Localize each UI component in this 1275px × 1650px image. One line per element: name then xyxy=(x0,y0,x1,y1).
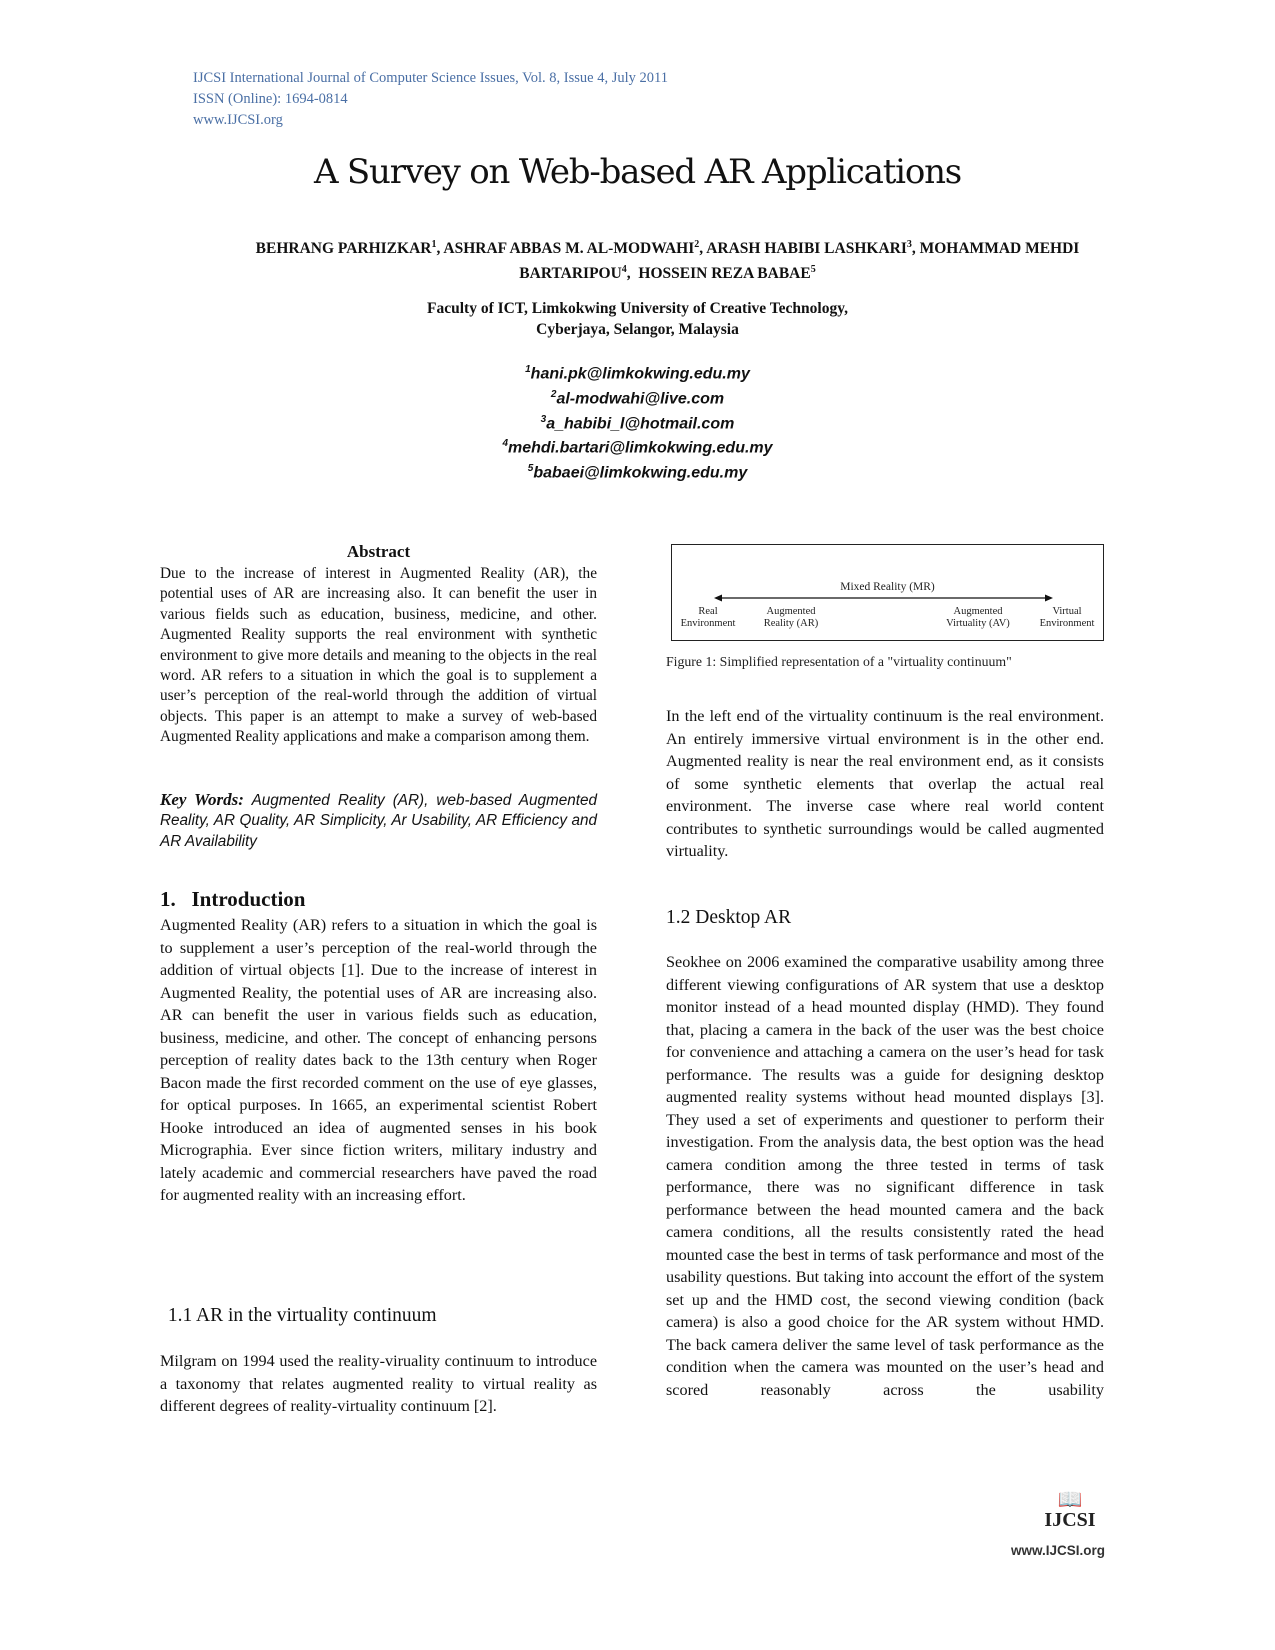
email-list xyxy=(0,360,1275,484)
author: ASHRAF ABBAS M. AL-MODWAHI$^2$ xyxy=(443,239,700,258)
figure-label-augmented-virtuality: Augmented Virtuality (AV) xyxy=(946,606,1010,629)
author: ARASH HABIBI LASHKARI$^3$ xyxy=(706,239,912,258)
author: MOHAMMAD MEHDI BARTARIPOU$^4$ xyxy=(519,240,1080,283)
section-heading-introduction: 1. Introduction xyxy=(160,887,306,911)
journal-name: IJCSI International Journal of Computer Science Issues, Vol. 8, Issue 4, July 2011 xyxy=(193,70,668,86)
abstract-text: Due to the increase of interest in Augmented Reality (AR), the potential uses of AR are increasing also. It can benefit the user in various fields such as education, business, medicine, and other. Augmented Reality supports the real environment with synthetic environment to give more details and meaning to the objects in the real word. AR refers to a situation in which the goal is to supplement a user’s perception of the real-world through the addition of virtual objects. This paper is an attempt to make a survey of web-based Augmented Reality applications and make a comparison among them. xyxy=(160,565,597,746)
figure-caption: Figure 1: Simplified representation of a "virtuality continuum" xyxy=(666,654,1012,669)
journal-issn: ISSN (Online): 1694-0814 xyxy=(193,91,348,107)
email: $^2$al-modwahi@live.com xyxy=(550,388,725,408)
journal-header xyxy=(193,68,668,131)
author: HOSSEIN REZA BABAE$^5$ xyxy=(638,264,816,283)
keywords xyxy=(160,790,597,852)
section-heading-virtuality: 1.1 AR in the virtuality continuum xyxy=(163,1305,437,1326)
virtuality-continued-text: In the left end of the virtuality continuum is the real environment. An entirely immersive virtual environment is in the other end. Augmented reality is near the real environment end, as it consists of some synthetic elements that overlap the actual real environment. The inverse case where real world content contributes to synthetic surroundings would be called augmented virtuality. xyxy=(666,707,1104,860)
figure-arrow-label: Mixed Reality (MR) xyxy=(840,581,935,593)
author: BEHRANG PARHIZKAR$^1$ xyxy=(255,239,437,258)
section-heading-desktop-ar: 1.2 Desktop AR xyxy=(666,907,792,928)
email: $^4$mehdi.bartari@limkokwing.edu.my xyxy=(502,438,773,457)
paper-title: A Survey on Web-based AR Applications xyxy=(313,152,962,192)
email: $^1$hani.pk@limkokwing.edu.my xyxy=(525,364,750,383)
desktop-ar-text: Seokhee on 2006 examined the comparative usability among three different viewing configurations of AR system that use a desktop monitor instead of a head mounted display (HMD). They found that, placing a camera in the back of the user was the best choice for convenience and attaching a camera on the user’s head for task performance. The results was a guide for designing desktop augmented reality systems without head mounted displays [3]. They used a set of experiments and questioner to perform their investigation. From the analysis data, the best option was the head camera condition among the three tested in terms of task performance, there was no significant difference in task performance between the head mounted camera and the back camera conditions, all the results consistently rated the head mounted case the best in terms of task performance and most of the usability questions. But taking into account the effort of the system set up and the HMD cost, the second viewing condition (back camera) is also a good choice for the AR system without HMD. The back camera deliver the same level of task performance as the condition when the camera was mounted on the user’s head and scored reasonably across the usability xyxy=(666,953,1104,1399)
email: $^5$babaei@limkokwing.edu.my xyxy=(527,463,748,482)
keywords-text: Augmented Reality (AR), web-based Augmented Reality, AR Quality, AR Simplicity, Ar Usability, AR Efficiency and AR Availability xyxy=(160,792,597,850)
logo-text: IJCSI xyxy=(1044,1509,1096,1531)
figure-label-real-environment: Real Environment xyxy=(680,606,736,629)
keywords-label: Key Words: xyxy=(160,790,244,809)
introduction-text: Augmented Reality (AR) refers to a situation in which the goal is to supplement a user’s perception of the real-world through the addition of virtual objects [1]. Due to the increase of interest in Augmented Reality, the potential uses of AR are increasing also. AR can benefit the user in various fields such as education, business, medicine, and other. The concept of enhancing persons perception of reality dates back to the 13th century when Roger Bacon made the first recorded comment on the use of eye glasses, for optical purposes. In 1665, an experimental scientist Robert Hooke introduced an idea of augmented senses in his book Micrographia. Ever since fiction writers, military industry and lately academic and commercial researchers have paved the road for augmented reality with an increasing effort. xyxy=(160,916,597,1204)
figure-label-augmented-reality: Augmented Reality (AR) xyxy=(763,606,819,629)
book-icon: 📖 xyxy=(1057,1489,1083,1511)
footer-url: www.IJCSI.org xyxy=(1010,1543,1105,1558)
figure-virtuality-continuum xyxy=(671,544,1104,641)
affiliation: Faculty of ICT, Limkokwing University of Creative Technology, Cyberjaya, Selangor, Malaysia xyxy=(427,300,848,338)
journal-website: www.IJCSI.org xyxy=(193,112,283,128)
email: $^3$a_habibi_l@hotmail.com xyxy=(540,413,735,432)
figure-label-virtual-environment: Virtual Environment xyxy=(1039,606,1095,629)
author-list: BEHRANG PARHIZKAR$^1$, ASHRAF ABBAS M. AL-MODWAHI$^2$, ARASH HABIBI LASHKARI$^3$, MOHAMMAD MEHDI BARTARIPOU$^4$, HOSSEIN REZA BABAE$^5$ xyxy=(255,239,1080,283)
ijcsi-logo xyxy=(1030,1490,1110,1530)
virtuality-text: Milgram on 1994 used the reality-viruality continuum to introduce a taxonomy that relates augmented reality to virtual reality as different degrees of reality-virtuality continuum [2]. xyxy=(160,1352,597,1415)
abstract-heading: Abstract xyxy=(346,542,411,561)
